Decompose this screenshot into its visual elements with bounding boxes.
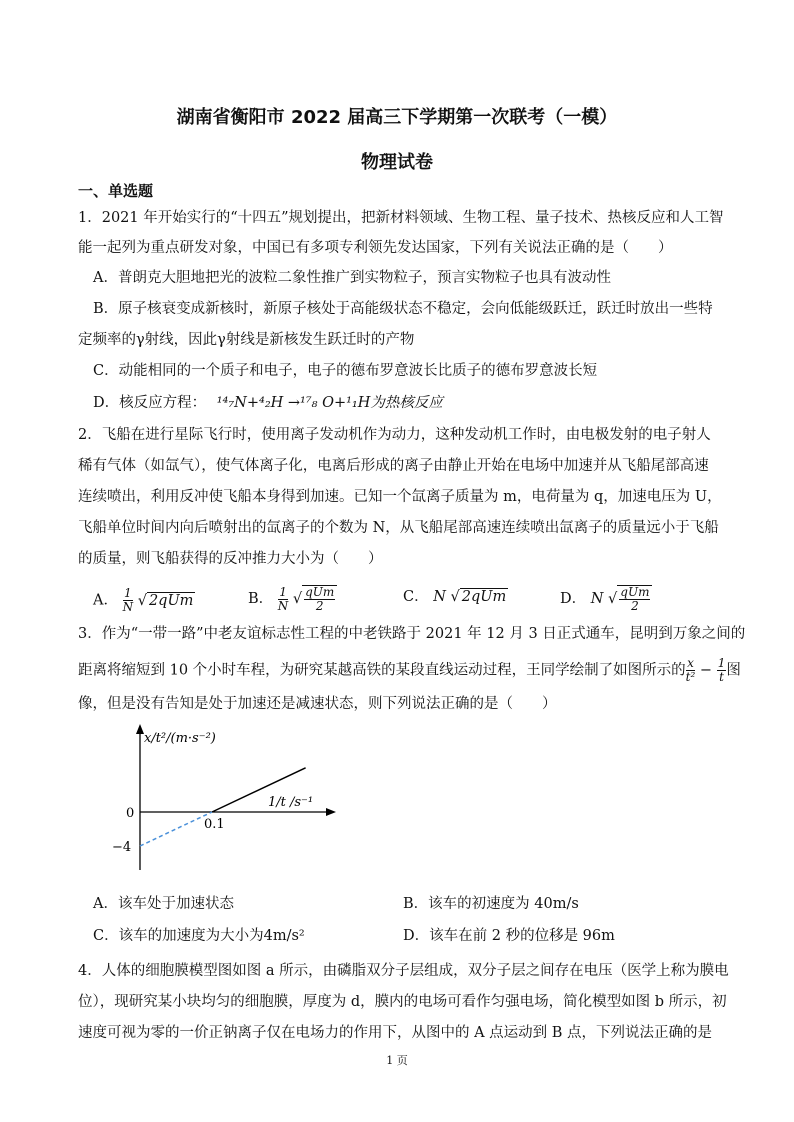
q2-option-c xyxy=(403,587,508,607)
q1-option-b-line1: B．原子核衰变成新核时，新原子核处于高能级状态不稳定，会向低能级跃迁，跃迁时放出一些特 xyxy=(93,301,713,317)
q2-option-c-label: C． xyxy=(403,589,429,605)
q1-stem-line1: 1．2021 年开始实行的“十四五”规划提出，把新材料领域、生物工程、量子技术、热核反应和人工智 xyxy=(78,210,724,226)
frac-numerator: 1 xyxy=(124,586,132,600)
section-heading: 一、单选题 xyxy=(78,182,154,200)
nuclear-equation: ¹⁴₇N+⁴₂H →¹⁷₈ O+¹₁H为热核反应 xyxy=(216,395,443,411)
q3-option-c: C．该车的加速度为大小为4m/s² xyxy=(93,928,305,944)
q2-stem-line1: 2．飞船在进行星际飞行时，使用离子发动机作为动力，这种发动机工作时，由电极发射的电子射人 xyxy=(78,427,711,443)
q2-option-d xyxy=(560,585,652,613)
q2-option-a-fraction xyxy=(123,587,134,614)
q4-stem-line2: 位），现研究某小块均匀的细胞膜，厚度为 d，膜内的电场可看作匀强电场，简化模型如图 b 所示，初 xyxy=(78,994,727,1010)
q2-option-b-fraction xyxy=(278,586,289,613)
y-tick-label-minus4: −4 xyxy=(112,840,132,855)
q4-stem-line1: 4．人体的细胞膜模型图如图 a 所示，由磷脂双分子层组成，双分子层之间存在电压（医学上称为膜电 xyxy=(78,963,729,979)
page-title: 湖南省衡阳市 2022 届高三下学期第一次联考（一模） xyxy=(176,107,618,128)
q2-option-a-label: A． xyxy=(93,592,118,609)
q2-stem-line2: 稀有气体（如氙气），使气体离子化，电离后形成的离子由静止开始在电场中加速并从飞船尾部高速 xyxy=(78,458,709,474)
series-line-2 xyxy=(140,812,212,846)
x-axis-label: 1/t /s⁻¹ xyxy=(268,795,314,810)
page-subtitle: 物理试卷 xyxy=(361,152,433,173)
radicand-fraction xyxy=(617,585,652,613)
frac-numerator: 1 xyxy=(279,584,287,599)
q3-stem-line2-text: 距离将缩短到 10 个小时车程，为研究某越高铁的某段直线运动过程，王同学绘制了如图所示的 xyxy=(78,662,686,679)
q2-option-b-label: B． xyxy=(248,591,274,607)
y-axis-label: x/t²/(m·s⁻²) xyxy=(144,731,216,746)
frac-numerator: qUm xyxy=(620,585,650,599)
frac-numerator: qUm xyxy=(305,585,335,599)
q3-option-d: D．该车在前 2 秒的位移是 96m xyxy=(403,928,615,944)
frac-denominator: N xyxy=(277,598,289,613)
y-tick-label-0: 0 xyxy=(126,806,135,821)
radicand: 2qUm xyxy=(461,589,507,605)
q2-option-b xyxy=(248,585,337,613)
ratio-x-t2: $\frac{x}{\text{t²}}$ xyxy=(685,656,696,684)
x-tick-label-0.1: 0.1 xyxy=(204,817,225,832)
coefficient-n: N xyxy=(590,591,604,607)
q1-option-d xyxy=(93,393,733,413)
q3-option-b: B．该车的初速度为 40m/s xyxy=(403,896,579,912)
q1-option-d-label: D．核反应方程： xyxy=(93,395,207,411)
q3-stem-line1: 3．作为“一带一路”中老友谊标志性工程的中老铁路于 2021 年 12 月 3 日正式通车，昆明到万象之间的 xyxy=(78,626,746,642)
radicand: 2qUm xyxy=(148,592,194,609)
q3-option-a: A．该车处于加速状态 xyxy=(93,896,234,912)
page-number: 1 页 xyxy=(386,1054,408,1067)
x-axis-arrow xyxy=(326,808,336,816)
q4-stem-line3: 速度可视为零的一价正钠离子仅在电场力的作用下，从图中的 A 点运动到 B 点，下列说法正确的是 xyxy=(78,1025,713,1041)
q2-stem-line4: 飞船单位时间内向后喷射出的氙离子的个数为 N，从飞船尾部高速连续喷出氙离子的质量远小于飞船 xyxy=(78,520,719,536)
q3-stem-line2-end: 图 xyxy=(726,662,741,679)
radicand-fraction xyxy=(302,585,337,613)
q1-option-a: A．普朗克大胆地把光的波粒二象性推广到实物粒子，预言实物粒子也具有波动性 xyxy=(93,270,611,286)
frac-denominator: N xyxy=(122,600,134,614)
q2-stem-line5: 的质量，则飞船获得的反冲推力大小为（ ） xyxy=(78,551,383,567)
q2-options xyxy=(93,585,733,619)
q3-stem-line2: 距离将缩短到 10 个小时车程，为研究某越高铁的某段直线运动过程，王同学绘制了如图所示的 $\frac{x}{\text{t²}}$ − $\frac{1}{t}$ 图 xyxy=(78,656,741,684)
q1-stem-line2: 能一起列为重点研发对象，中国已有多项专利领先发达国家，下列有关说法正确的是（ ） xyxy=(78,240,673,256)
sqrt-symbol: √ $\frac{\text{qUm}}{2}$ xyxy=(608,585,652,613)
frac-denominator: 2 xyxy=(631,599,639,613)
sqrt-symbol: √ 2qUm xyxy=(450,589,507,605)
q2-stem-line3: 连续喷出，利用反冲使飞船本身得到加速。已知一个氙离子质量为 m，电荷量为 q，加速电压为 U， xyxy=(78,489,722,505)
frac-denominator: 2 xyxy=(315,599,324,613)
sqrt-symbol: √ $\frac{\text{qUm}}{2}$ xyxy=(293,585,337,613)
sqrt-symbol: √ 2qUm xyxy=(137,592,194,609)
ratio-1-t: $\frac{1}{t}$ xyxy=(717,656,726,684)
coefficient-n: N xyxy=(433,589,446,605)
q2-option-d-label: D． xyxy=(560,591,587,607)
q3-graph xyxy=(100,720,340,880)
y-axis-arrow xyxy=(136,724,144,734)
q1-option-c: C．动能相同的一个质子和电子，电子的德布罗意波长比质子的德布罗意波长短 xyxy=(93,363,598,379)
q3-stem-line3: 像，但是没有告知是处于加速还是减速状态，则下列说法正确的是（ ） xyxy=(78,696,557,712)
q2-option-a xyxy=(93,587,195,614)
q1-option-b-line2: 定频率的γ射线，因此γ射线是新核发生跃迁时的产物 xyxy=(78,332,415,348)
